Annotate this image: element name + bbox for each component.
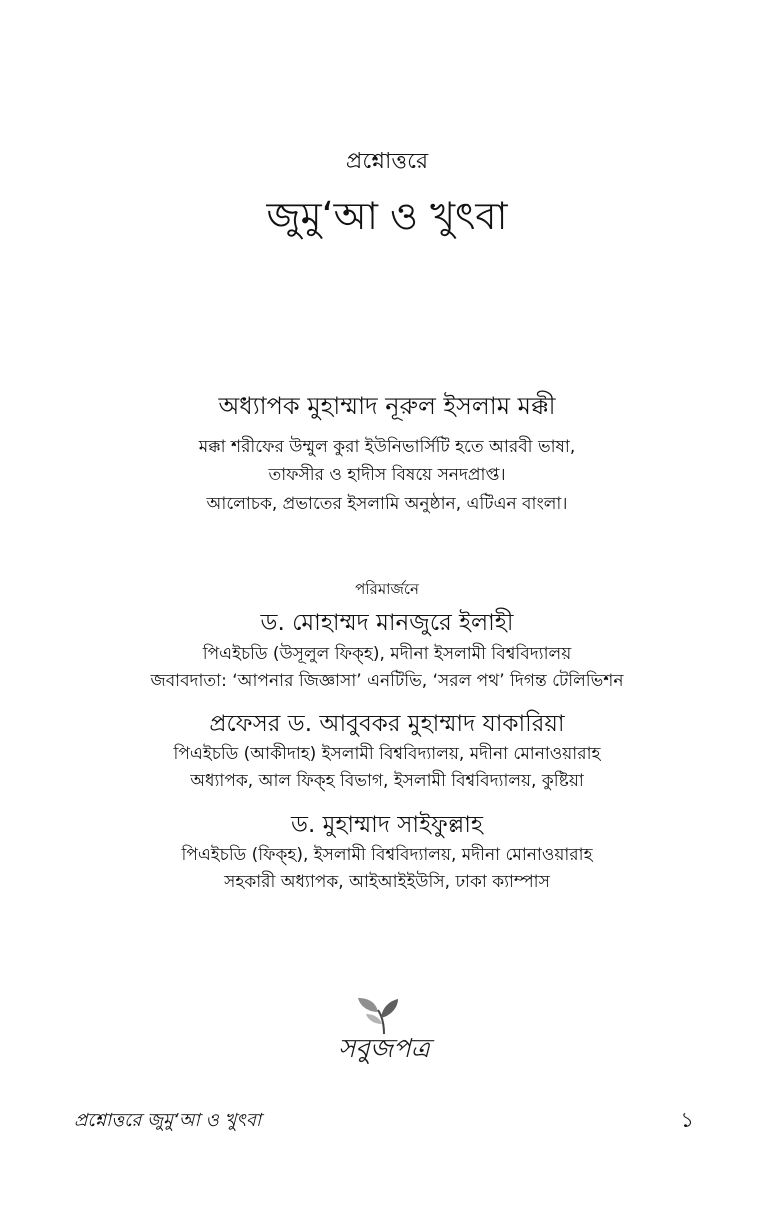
book-title: জুমু‘আ ও খুৎবা (266, 194, 508, 238)
author-info-line: আলোচক, প্রভাতের ইসলামি অনুষ্ঠান, এটিএন বাংলা। (206, 494, 568, 514)
editor-name: প্রফেসর ড. আবুবকর মুহাম্মাদ যাকারিয়া (209, 711, 565, 737)
page-number: ১ (680, 1108, 694, 1132)
editor-name: ড. মোহাম্মদ মানজুরে ইলাহী (260, 610, 514, 636)
editor-detail: অধ্যাপক, আল ফিক্হ বিভাগ, ইসলামী বিশ্ববিদ্যালয়, কুষ্টিয়া (190, 771, 584, 791)
editor-detail: পিএইচডি (ফিক্হ), ইসলামী বিশ্ববিদ্যালয়, মদীনা মোনাওয়ারাহ (181, 845, 593, 865)
book-subtitle: প্রশ্নোত্তরে (345, 149, 429, 174)
editor-detail: জবাবদাতা: ‘আপনার জিজ্ঞাসা’ এনটিভি, ‘সরল পথ’ দিগন্ত টেলিভিশন (150, 671, 624, 691)
author-info-line: মক্কা শরীফের উম্মুল কুরা ইউনিভার্সিটি হতে আরবী ভাষা, (198, 437, 576, 457)
editors-label: পরিমার্জনে (355, 580, 419, 598)
editor-name: ড. মুহাম্মাদ সাইফুল্লাহ (291, 812, 483, 838)
editor-detail: পিএইচডি (আকীদাহ) ইসলামী বিশ্ববিদ্যালয়, মদীনা মোনাওয়ারাহ (173, 744, 601, 764)
editor-detail: পিএইচডি (উসূলুল ফিক্হ), মদীনা ইসলামী বিশ্ববিদ্যালয় (202, 644, 572, 664)
publisher-logo (332, 996, 436, 1072)
footer-book-title: প্রশ্নোত্তরে জুমু‘আ ও খুৎবা (74, 1110, 262, 1131)
editor-detail: সহকারী অধ্যাপক, আইআইইউসি, ঢাকা ক্যাম্পাস (224, 872, 550, 892)
author-info-line: তাফসীর ও হাদীস বিষয়ে সনদপ্রাপ্ত। (268, 465, 506, 485)
publisher-logo-text: সবুজপত্র (338, 1034, 430, 1064)
author-name: অধ্যাপক মুহাম্মাদ নূরুল ইসলাম মক্কী (218, 392, 556, 420)
